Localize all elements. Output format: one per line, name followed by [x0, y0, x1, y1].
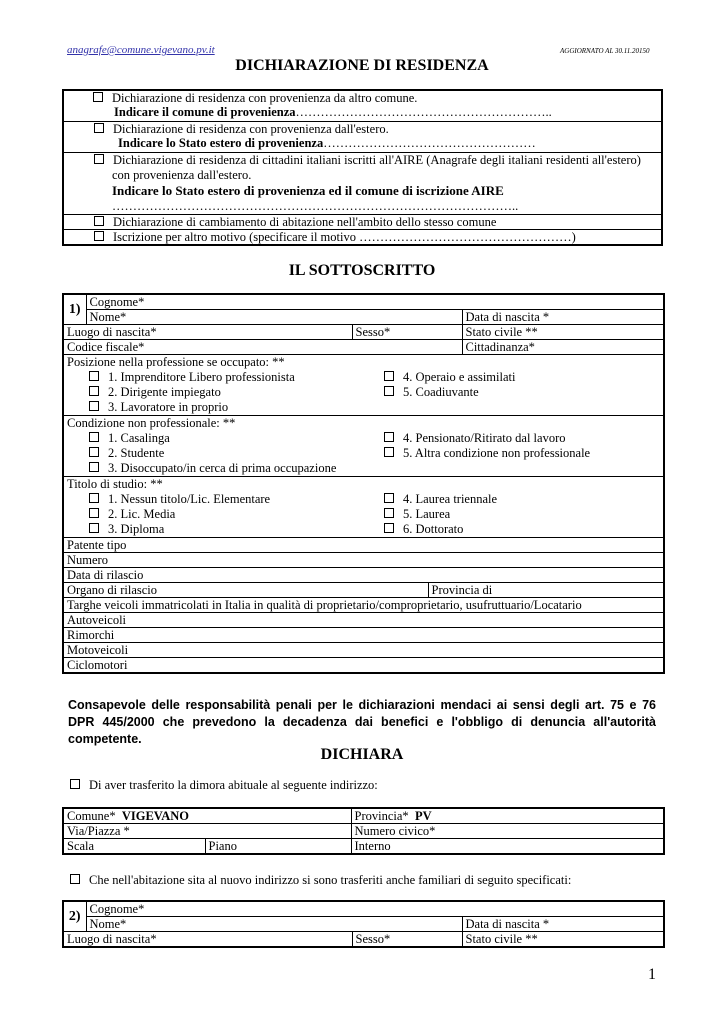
tipo-label: Dichiarazione di residenza di cittadini italiani iscritti all'AIRE (Anagrafe degli italiani residenti all'estero) [113, 153, 641, 167]
targhe-label: Targhe veicoli immatricolati in Italia in qualità di proprietario/comproprietario, usufruttuario/Locatario [63, 598, 664, 613]
section-title-dichiara: DICHIARA [320, 746, 404, 763]
data-nascita-field[interactable]: Data di nascita * [462, 917, 664, 932]
codice-fiscale-field[interactable]: Codice fiscale* [63, 340, 462, 355]
patente-numero-field[interactable]: Numero [63, 553, 664, 568]
checkbox-icon[interactable] [94, 123, 104, 133]
option-label: 1. Casalinga [108, 431, 170, 445]
option-label: 2. Dirigente impiegato [108, 385, 221, 399]
stato-civile-field[interactable]: Stato civile ** [462, 325, 664, 340]
organo-rilascio-field[interactable]: Organo di rilascio [63, 583, 428, 598]
ciclomotori-field[interactable]: Ciclomotori [63, 658, 664, 674]
sesso-field[interactable]: Sesso* [352, 932, 462, 948]
comune-value: VIGEVANO [121, 809, 190, 823]
trasferito-option [70, 778, 378, 793]
section-title-sottoscritto: IL SOTTOSCRITTO [288, 262, 436, 279]
tipo-dichiarazione-table [62, 89, 663, 246]
option-label: 5. Laurea [403, 507, 451, 521]
checkbox-icon[interactable] [89, 386, 99, 396]
provincia-label: Provincia* [354, 809, 409, 823]
provincia-value: PV [414, 809, 432, 823]
option-label: 5. Altra condizione non professionale [403, 446, 591, 460]
professione-section [63, 355, 664, 416]
via-field[interactable]: Via/Piazza * [63, 824, 351, 839]
data-rilascio-field[interactable]: Data di rilascio [63, 568, 664, 583]
tipo-label: Iscrizione per altro motivo (specificare il motivo ……………………………………………) [113, 230, 576, 244]
checkbox-icon[interactable] [384, 371, 394, 381]
provincia-rilascio-field[interactable]: Provincia di [428, 583, 664, 598]
nome-field[interactable]: Nome* [86, 310, 462, 325]
page-number: 1 [648, 966, 656, 983]
tipo-row [63, 153, 662, 215]
tipo-row [63, 215, 662, 230]
familiari-option [70, 873, 571, 888]
checkbox-icon[interactable] [70, 874, 80, 884]
trasferito-label: Di aver trasferito la dimora abituale al seguente indirizzo: [89, 778, 378, 792]
tipo-instruction: Indicare lo Stato estero di provenienza [118, 136, 324, 150]
luogo-nascita-field[interactable]: Luogo di nascita* [63, 932, 352, 948]
provincia-field[interactable] [351, 808, 664, 824]
checkbox-icon[interactable] [94, 231, 104, 241]
option-label: 3. Lavoratore in proprio [108, 400, 229, 414]
persona-number: 1) [63, 294, 86, 325]
titolo-studio-section [63, 477, 664, 538]
comune-label: Comune* [67, 809, 116, 823]
familiari-label: Che nell'abitazione sita al nuovo indirizzo si sono trasferiti anche familiari di seguito specificati: [89, 873, 572, 887]
checkbox-icon[interactable] [89, 432, 99, 442]
persona-1-table [62, 293, 665, 674]
sesso-field[interactable]: Sesso* [352, 325, 462, 340]
checkbox-icon[interactable] [384, 432, 394, 442]
option-label: 1. Nessun titolo/Lic. Elementare [108, 492, 271, 506]
option-label: 4. Operaio e assimilati [403, 370, 516, 384]
condizione-section [63, 416, 664, 477]
data-nascita-field[interactable]: Data di nascita * [462, 310, 664, 325]
checkbox-icon[interactable] [89, 401, 99, 411]
persona-number: 2) [63, 901, 86, 932]
updated-date: AGGIORNATO AL 30.11.20150 [560, 47, 650, 55]
motoveicoli-field[interactable]: Motoveicoli [63, 643, 664, 658]
professione-title: Posizione nella professione se occupato: ** [67, 355, 285, 369]
option-label: 2. Lic. Media [108, 507, 176, 521]
checkbox-icon[interactable] [89, 462, 99, 472]
tipo-instruction: Indicare il comune di provenienza [114, 105, 296, 119]
option-label: 6. Dottorato [403, 522, 464, 536]
stato-civile-field[interactable]: Stato civile ** [462, 932, 664, 948]
tipo-dots: …………………………………………………………………………………….. [112, 199, 519, 213]
luogo-nascita-field[interactable]: Luogo di nascita* [63, 325, 352, 340]
scala-field[interactable]: Scala [63, 839, 205, 855]
checkbox-icon[interactable] [384, 523, 394, 533]
option-label: 5. Coadiuvante [403, 385, 479, 399]
tipo-instruction: Indicare lo Stato estero di provenienza ed il comune di iscrizione AIRE [112, 183, 504, 198]
checkbox-icon[interactable] [89, 523, 99, 533]
checkbox-icon[interactable] [384, 508, 394, 518]
tipo-label: Dichiarazione di residenza con provenienza dall'estero. [113, 122, 389, 136]
tipo-row [63, 122, 662, 153]
checkbox-icon[interactable] [89, 447, 99, 457]
email-link[interactable]: anagrafe@comune.vigevano.pv.it [67, 44, 215, 56]
option-label: 2. Studente [108, 446, 165, 460]
autoveicoli-field[interactable]: Autoveicoli [63, 613, 664, 628]
checkbox-icon[interactable] [70, 779, 80, 789]
titolo-studio-title: Titolo di studio: ** [67, 477, 163, 491]
tipo-row [63, 90, 662, 122]
page-title: DICHIARAZIONE DI RESIDENZA [235, 57, 489, 74]
rimorchi-field[interactable]: Rimorchi [63, 628, 664, 643]
comune-field[interactable] [63, 808, 351, 824]
interno-field[interactable]: Interno [351, 839, 664, 855]
checkbox-icon[interactable] [94, 154, 104, 164]
cittadinanza-field[interactable]: Cittadinanza* [462, 340, 664, 355]
checkbox-icon[interactable] [384, 386, 394, 396]
indirizzo-table [62, 807, 665, 855]
nome-field[interactable]: Nome* [86, 917, 462, 932]
option-label: 3. Disoccupato/in cerca di prima occupazione [108, 461, 337, 475]
civico-field[interactable]: Numero civico* [351, 824, 664, 839]
option-label: 4. Pensionato/Ritirato dal lavoro [403, 431, 566, 445]
tipo-label: Dichiarazione di residenza con provenienza da altro comune. [112, 91, 418, 105]
option-label: 3. Diploma [108, 522, 165, 536]
option-label: 1. Imprenditore Libero professionista [108, 370, 295, 384]
checkbox-icon[interactable] [93, 92, 103, 102]
tipo-dots: …………………………………………………….. [295, 105, 552, 119]
tipo-dots: …………………………………………… [323, 136, 536, 150]
responsabilita-note: Consapevole delle responsabilità penali per le dichiarazioni mendaci ai sensi degli art. 75 e 76 DPR 445/2000 che prevedono la decadenza dai benefici e l'obbligo di denuncia all'autorità competente. [68, 698, 656, 746]
tipo-label-cont: con provenienza dall'estero. [112, 168, 252, 182]
checkbox-icon[interactable] [384, 447, 394, 457]
condizione-title: Condizione non professionale: ** [67, 416, 236, 430]
patente-tipo-field[interactable]: Patente tipo [63, 538, 664, 553]
option-label: 4. Laurea triennale [403, 492, 498, 506]
checkbox-icon[interactable] [89, 508, 99, 518]
cognome-field[interactable]: Cognome* [86, 294, 664, 310]
piano-field[interactable]: Piano [205, 839, 351, 855]
persona-2-table [62, 900, 665, 948]
cognome-field[interactable]: Cognome* [86, 901, 664, 917]
tipo-row [63, 230, 662, 246]
checkbox-icon[interactable] [384, 493, 394, 503]
tipo-label: Dichiarazione di cambiamento di abitazione nell'ambito dello stesso comune [113, 215, 497, 229]
checkbox-icon[interactable] [94, 216, 104, 226]
checkbox-icon[interactable] [89, 493, 99, 503]
checkbox-icon[interactable] [89, 371, 99, 381]
